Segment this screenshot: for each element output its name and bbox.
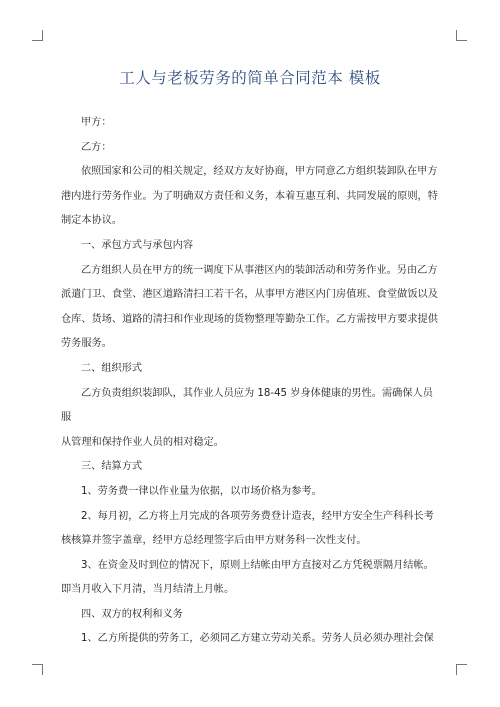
intro-line: 制定本协议。 [61,215,123,227]
section-3-item-3-line: 即当月收入下月清，当月结清上月帐。 [61,584,235,596]
crop-mark-top-right [456,30,467,41]
intro-line: 港内进行劳务作业。为了明确双方责任和义务，本着互惠互利、共同发展的原则，特 [61,190,438,202]
section-heading: 一、承包方式与承包内容 [81,239,194,251]
section-3-item-2 [61,505,441,554]
section-3-item-3-line: 3、在资金及时到位的情况下，原则上结帐由甲方直接对乙方凭税票隔月结帐。 [81,559,434,571]
document-title: 工人与老板劳务的简单合同范本 模板 [119,69,381,87]
section-heading: 二、组织形式 [81,362,143,374]
section-2-line: 从管理和保持作业人员的相对稳定。 [61,436,224,448]
section-heading: 四、双方的权利和义务 [81,608,183,620]
section-2-paragraph [61,382,441,456]
section-4-item-1 [61,627,441,652]
party-b-label: 乙方： [81,141,112,153]
section-3-item-2-line: 2、每月初，乙方将上月完成的各项劳务费登计造表，经甲方安全生产科科长考 [81,510,434,522]
section-4-item-1-line: 1、乙方所提供的劳务工，必须同乙方建立劳动关系。劳务人员必须办理社会保 [81,633,434,645]
section-heading: 三、结算方式 [81,461,143,473]
section-1-line: 劳务服务。 [61,338,112,350]
section-1-line: 仓库、货场、道路的清扫和作业现场的货物整理等勤杂工作。乙方需按甲方要求提供 [61,313,438,325]
crop-mark-bottom-right [456,664,467,675]
document-body [61,111,441,652]
section-3-item-2-line: 核核算并签字盖章，经甲方总经理签字后由甲方财务科一次性支付。 [61,535,367,547]
section-3-item-1: 1、劳务费一律以作业量为依据，以市场价格为参考。 [81,485,322,497]
intro-line: 依照国家和公司的相关规定，经双方友好协商，甲方同意乙方组织装卸队在甲方 [81,166,438,178]
section-1-line: 派遣门卫、食堂、港区道路清扫工若干名，从事甲方港区内门房值班、食堂做饭以及 [61,289,438,301]
crop-mark-bottom-left [32,664,43,675]
section-1-paragraph [61,259,441,357]
party-a-label: 甲方： [81,117,112,128]
section-1-line: 乙方组织人员在甲方的统一调度下从事港区内的装卸活动和劳务作业。另由乙方 [81,264,438,276]
intro-paragraph [61,160,441,234]
section-3-item-3 [61,554,441,603]
crop-mark-top-left [32,30,43,41]
section-2-line: 乙方负责组织装卸队，其作业人员应为 18-45 岁身体健康的男性。需确保人员服 [61,387,433,424]
